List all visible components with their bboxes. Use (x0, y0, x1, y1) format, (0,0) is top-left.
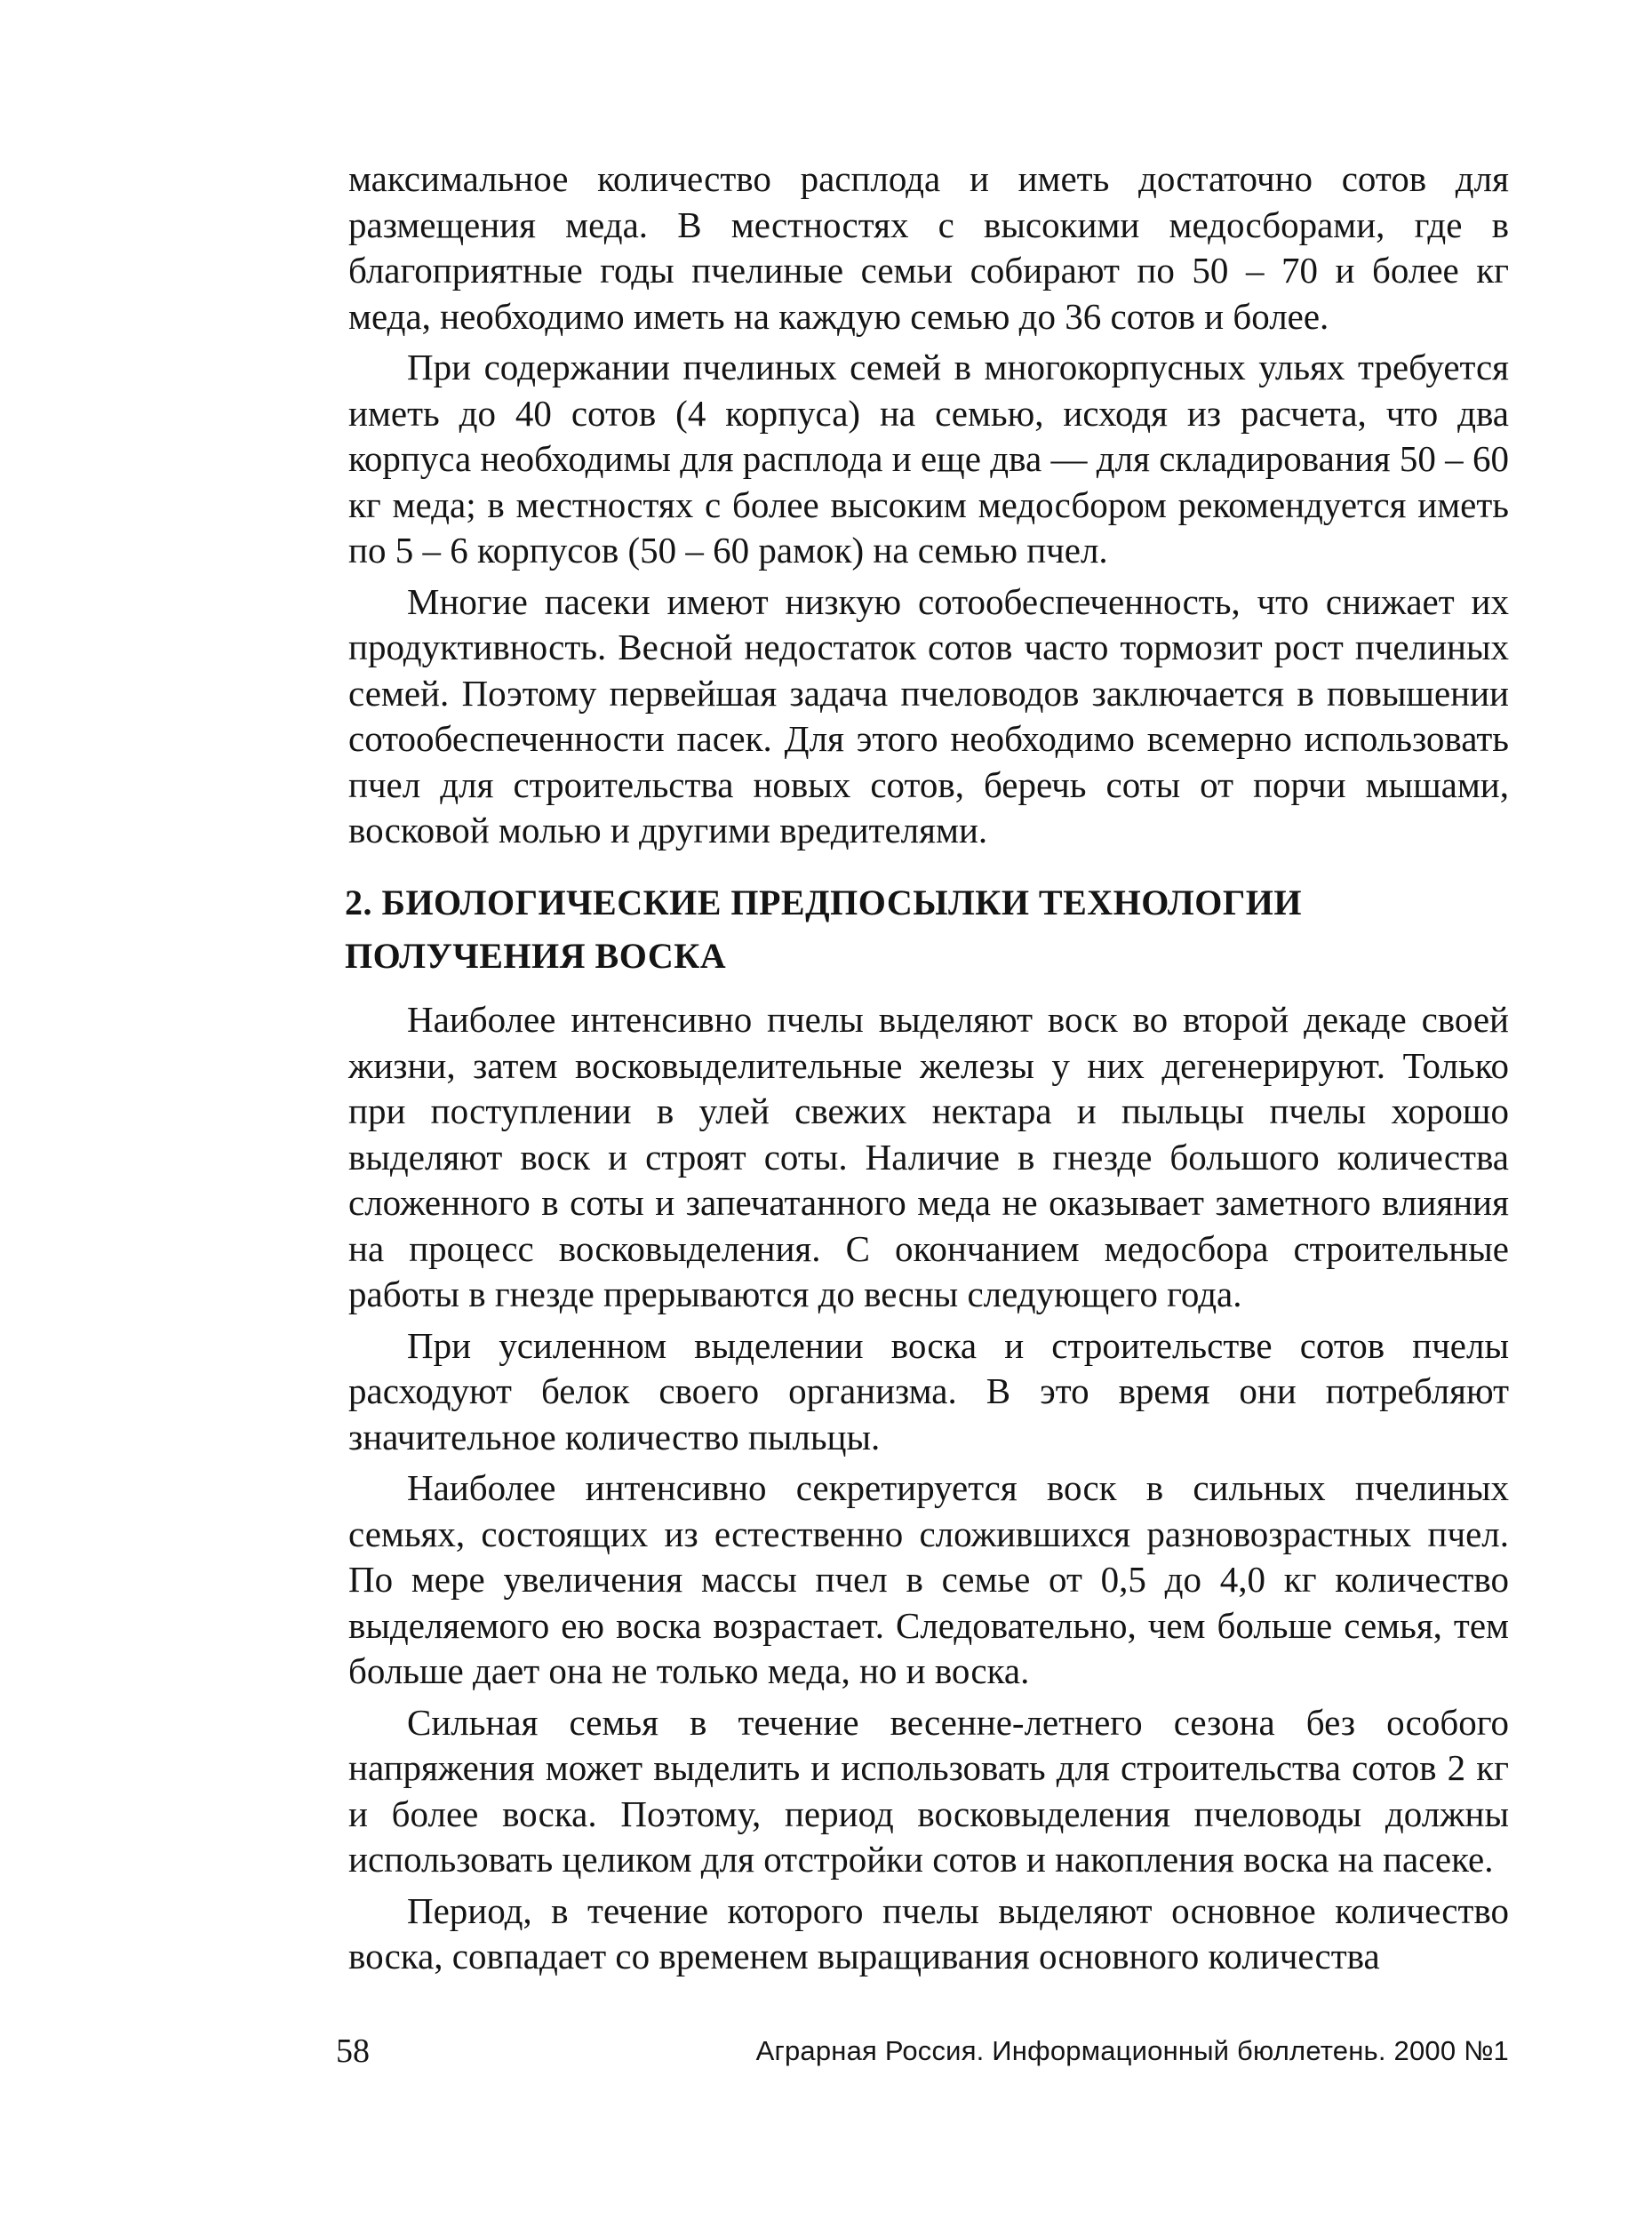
paragraph: максимальное количество расплода и иметь достаточно сотов для размещения меда. В местностях с высокими медосборами, где в благоприятные годы пчелиные семьи собирают по 50 – 70 и более кг меда, необходимо иметь на каждую семью до 36 сотов и более. (348, 158, 1509, 337)
text-block-section (348, 997, 1509, 1980)
section-heading-line-2: ПОЛУЧЕНИЯ ВОСКА (345, 936, 727, 976)
paragraph: Наиболее интенсивно секретируется воск в сильных пчелиных семьях, состоящих из естественно сложившихся разновозрастных пчел. По мере увеличения массы пчел в семье от 0,5 до 4,0 кг количество выделяемого ею воска возрастает. Следовательно, чем больше семья, тем больше дает она не только меда, но и воска. (348, 1467, 1509, 1691)
paragraph: Период, в течение которого пчелы выделяют основное количество воска, совпадает со временем выращивания основного количества (348, 1889, 1509, 1976)
section-heading-line-1: 2. БИОЛОГИЧЕСКИЕ ПРЕДПОСЫЛКИ ТЕХНОЛОГИИ (345, 882, 1302, 922)
page-number: 58 (336, 2032, 370, 2070)
section-heading (345, 876, 1500, 983)
publication-footer: Аграрная Россия. Информационный бюллетень. 2000 №1 (755, 2035, 1509, 2066)
paragraph: При содержании пчелиных семей в многокорпусных ульях требуется иметь до 40 сотов (4 корпуса) на семью, исходя из расчета, что два корпуса необходимы для расплода и еще два — для складирования 50 – 60 кг меда; в местностях с более высоким медосбором рекомендуется иметь по 5 – 6 корпусов (50 – 60 рамок) на семью пчел. (348, 347, 1509, 571)
paragraph: Сильная семья в течение весенне-летнего сезона без особого напряжения может выделить и использовать для строительства сотов 2 кг и более воска. Поэтому, период восковыделения пчеловоды должны использовать целиком для отстройки сотов и накопления воска на пасеке. (348, 1701, 1509, 1880)
text-block-top (348, 156, 1509, 854)
page-footer (336, 2032, 1509, 2076)
paragraph: При усиленном выделении воска и строительстве сотов пчелы расходуют белок своего организма. В это время они потребляют значительное количество пыльцы. (348, 1324, 1509, 1457)
paragraph: Наиболее интенсивно пчелы выделяют воск во второй декаде своей жизни, затем восковыделительные железы у них дегенерируют. Только при поступлении в улей свежих нектара и пыльцы пчелы хорошо выделяют воск и строят соты. Наличие в гнезде большого количества сложенного в соты и запечатанного меда не оказывает заметного влияния на процесс восковыделения. С окончанием медосбора строительные работы в гнезде прерываются до весны следующего года. (348, 999, 1509, 1314)
paragraph: Многие пасеки имеют низкую сотообеспеченность, что снижает их продуктивность. Весной недостаток сотов часто тормозит рост пчелиных семей. Поэтому первейшая задача пчеловодов заключается в повышении сотообеспеченности пасек. Для этого необходимо всемерно использовать пчел для строительства новых сотов, беречь соты от порчи мышами, восковой молью и другими вредителями. (348, 580, 1509, 850)
